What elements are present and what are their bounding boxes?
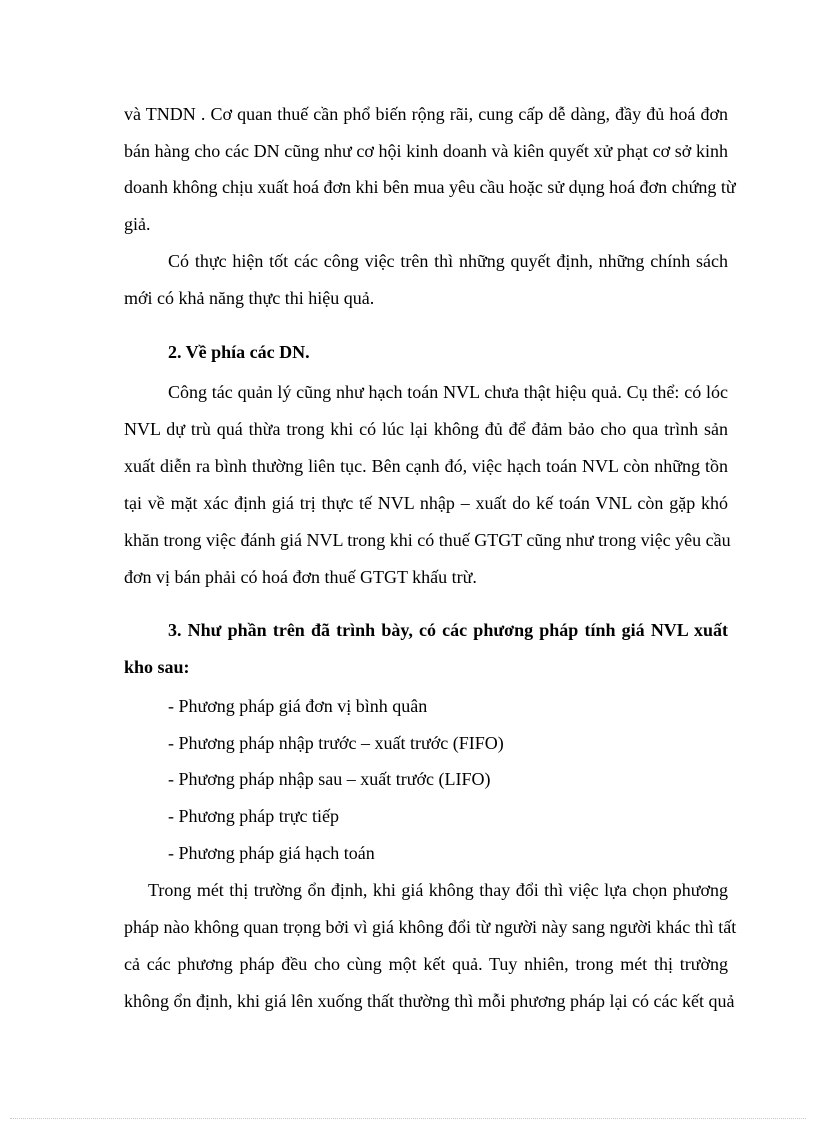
paragraph-2-line-1: Có thực hiện tốt các công việc trên thì những quyết định, những chính sách <box>168 251 728 271</box>
method-list-item: - Phương pháp giá hạch toán <box>168 843 375 863</box>
method-list-item: - Phương pháp giá đơn vị bình quân <box>168 696 428 716</box>
section-2-line-3: xuất diễn ra bình thường liên tục. Bên cạnh đó, việc hạch toán NVL còn những tồn <box>124 456 728 476</box>
section-2-line-1: Công tác quản lý cũng như hạch toán NVL chưa thật hiệu quả. Cụ thể: có lóc <box>168 382 728 402</box>
section-3-heading-line-2: kho sau: <box>124 657 190 677</box>
section-2-line-5: khăn trong việc đánh giá NVL trong khi có thuế GTGT cũng như trong việc yêu cầu <box>124 530 731 550</box>
section-3-heading-line-1: 3. Như phần trên đã trình bày, có các phương pháp tính giá NVL xuất <box>168 620 728 640</box>
paragraph-1-line-1: và TNDN . Cơ quan thuế cần phổ biến rộng rãi, cung cấp dễ dàng, đầy đủ hoá đơn <box>124 104 728 124</box>
method-list-item: - Phương pháp nhập trước – xuất trước (FIFO) <box>168 733 504 753</box>
method-list-item: - Phương pháp trực tiếp <box>168 806 339 826</box>
section-3-line-4: không ổn định, khi giá lên xuống thất thường thì mỗi phương pháp lại có các kết quả <box>124 991 735 1011</box>
section-2-heading: 2. Về phía các DN. <box>168 342 310 362</box>
paragraph-1-line-2: bán hàng cho các DN cũng như cơ hội kinh doanh và kiên quyết xử phạt cơ sở kinh <box>124 141 728 161</box>
section-3-line-3: cả các phương pháp đều cho cùng một kết quả. Tuy nhiên, trong mét thị trường <box>124 954 728 974</box>
paragraph-1-line-3: doanh không chịu xuất hoá đơn khi bên mua yêu cầu hoặc sử dụng hoá đơn chứng từ <box>124 177 736 197</box>
page-edge-rule <box>10 1118 806 1119</box>
paragraph-2-line-2: mới có khả năng thực thi hiệu quả. <box>124 288 375 308</box>
paragraph-1-line-4: giả. <box>124 214 151 234</box>
section-2-line-2: NVL dự trù quá thừa trong khi có lúc lại không đủ để đảm bảo cho qua trình sản <box>124 419 728 439</box>
section-2-line-4: tại về mặt xác định giá trị thực tế NVL nhập – xuất do kế toán VNL còn gặp khó <box>124 493 728 513</box>
section-3-line-2: pháp nào không quan trọng bởi vì giá không đổi từ người này sang người khác thì tất <box>124 917 737 937</box>
method-list-item: - Phương pháp nhập sau – xuất trước (LIFO) <box>168 769 491 789</box>
section-2-line-6: đơn vị bán phải có hoá đơn thuế GTGT khấu trừ. <box>124 567 477 587</box>
section-3-line-1: Trong mét thị trường ổn định, khi giá không thay đổi thì việc lựa chọn phương <box>148 880 728 900</box>
